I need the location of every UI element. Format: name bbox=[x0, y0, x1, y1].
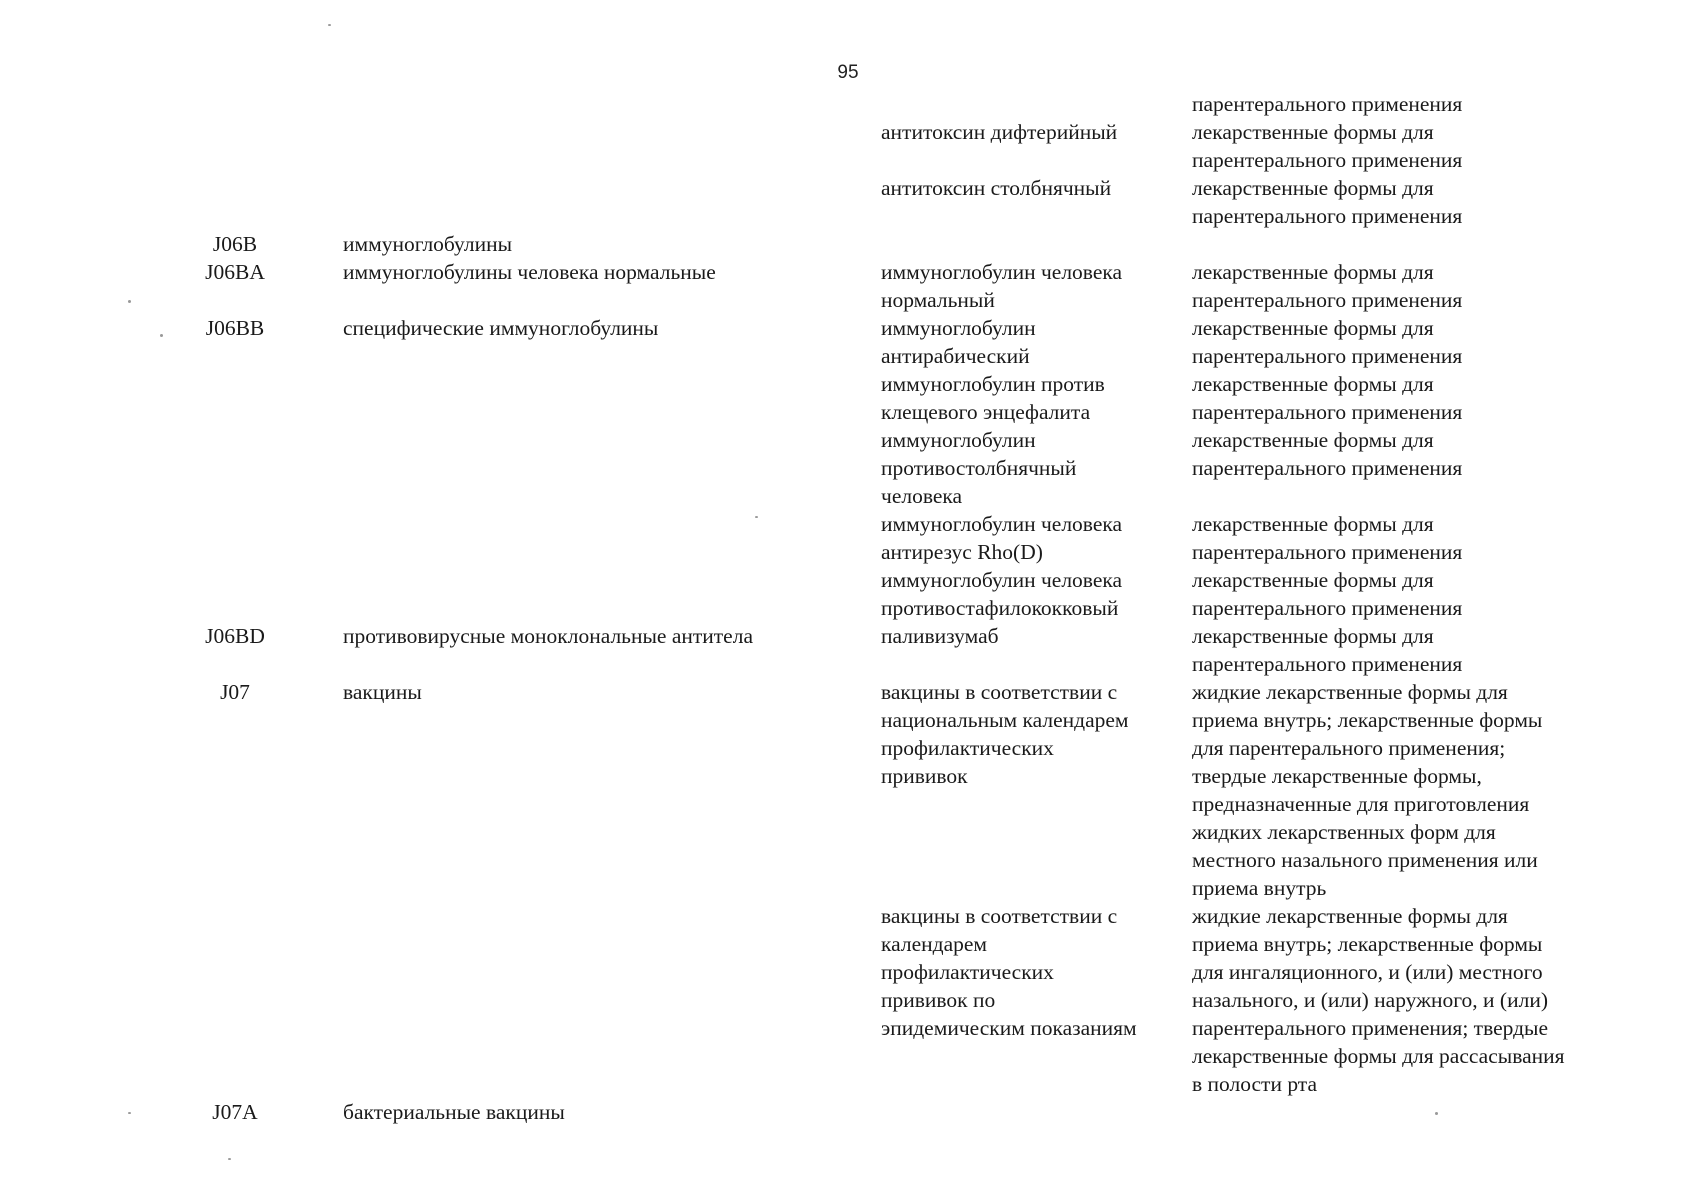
drug-cell: антитоксин столбнячный bbox=[881, 176, 1112, 200]
atc-code-cell: J06B bbox=[212, 232, 258, 256]
scan-speck bbox=[328, 24, 331, 26]
group-cell: противовирусные моноклональные антитела bbox=[343, 624, 754, 648]
form-cell: лекарственные формы для парентерального применения bbox=[1192, 260, 1463, 312]
drug-cell: вакцины в соответствии с календарем профилактических прививок по эпидемическим показаниям bbox=[881, 904, 1137, 1040]
group-cell: вакцины bbox=[343, 680, 422, 704]
form-cell: лекарственные формы для парентерального применения bbox=[1192, 428, 1463, 480]
group-cell: бактериальные вакцины bbox=[343, 1100, 565, 1124]
drug-cell: иммуноглобулин человека противостафилококковый bbox=[881, 568, 1123, 620]
atc-code-cell: J06BB bbox=[205, 316, 265, 340]
scan-speck bbox=[128, 300, 131, 303]
atc-code-cell: J07A bbox=[212, 1100, 258, 1124]
atc-code-cell: J06BA bbox=[205, 260, 265, 284]
form-cell: лекарственные формы для парентерального применения bbox=[1192, 372, 1463, 424]
scan-speck bbox=[755, 516, 758, 518]
group-cell: иммуноглобулины человека нормальные bbox=[343, 260, 716, 284]
drug-cell: иммуноглобулин против клещевого энцефалита bbox=[881, 372, 1105, 424]
scan-speck bbox=[128, 1112, 131, 1114]
form-cell: лекарственные формы для парентерального применения bbox=[1192, 316, 1463, 368]
atc-code-cell: J07 bbox=[220, 680, 250, 704]
form-cell: лекарственные формы для парентерального применения bbox=[1192, 568, 1463, 620]
drug-cell: иммуноглобулин антирабический bbox=[881, 316, 1036, 368]
form-cell: жидкие лекарственные формы для приема внутрь; лекарственные формы для парентерального применения; твердые лекарственные формы, предназначенные для приготовления жидких лекарственных форм для местного назального применения или приема внутрь bbox=[1192, 680, 1543, 900]
form-cell: жидкие лекарственные формы для приема внутрь; лекарственные формы для ингаляционного, и (или) местного назального, и (или) наружного, и (или) парентерального применения; твердые лекарственные формы для рассасывания в полости рта bbox=[1192, 904, 1565, 1096]
form-cell: парентерального применения bbox=[1192, 92, 1463, 116]
form-cell: лекарственные формы для парентерального применения bbox=[1192, 624, 1463, 676]
drug-cell: антитоксин дифтерийный bbox=[881, 120, 1118, 144]
form-cell: лекарственные формы для парентерального применения bbox=[1192, 512, 1463, 564]
scan-speck bbox=[1435, 1112, 1438, 1115]
atc-code-cell: J06BD bbox=[205, 624, 265, 648]
group-cell: иммуноглобулины bbox=[343, 232, 513, 256]
page-number: 95 bbox=[837, 62, 859, 83]
group-cell: специфические иммуноглобулины bbox=[343, 316, 659, 340]
drug-cell: иммуноглобулин противостолбнячный человека bbox=[881, 428, 1077, 508]
form-cell: лекарственные формы для парентерального применения bbox=[1192, 176, 1463, 228]
scan-speck bbox=[228, 1158, 231, 1160]
scan-speck bbox=[160, 334, 163, 337]
drug-cell: иммуноглобулин человека антирезус Rho(D) bbox=[881, 512, 1123, 564]
form-cell: лекарственные формы для парентерального применения bbox=[1192, 120, 1463, 172]
drug-cell: вакцины в соответствии с национальным календарем профилактических прививок bbox=[881, 680, 1129, 788]
drug-cell: иммуноглобулин человека нормальный bbox=[881, 260, 1123, 312]
drug-cell: паливизумаб bbox=[881, 624, 999, 648]
